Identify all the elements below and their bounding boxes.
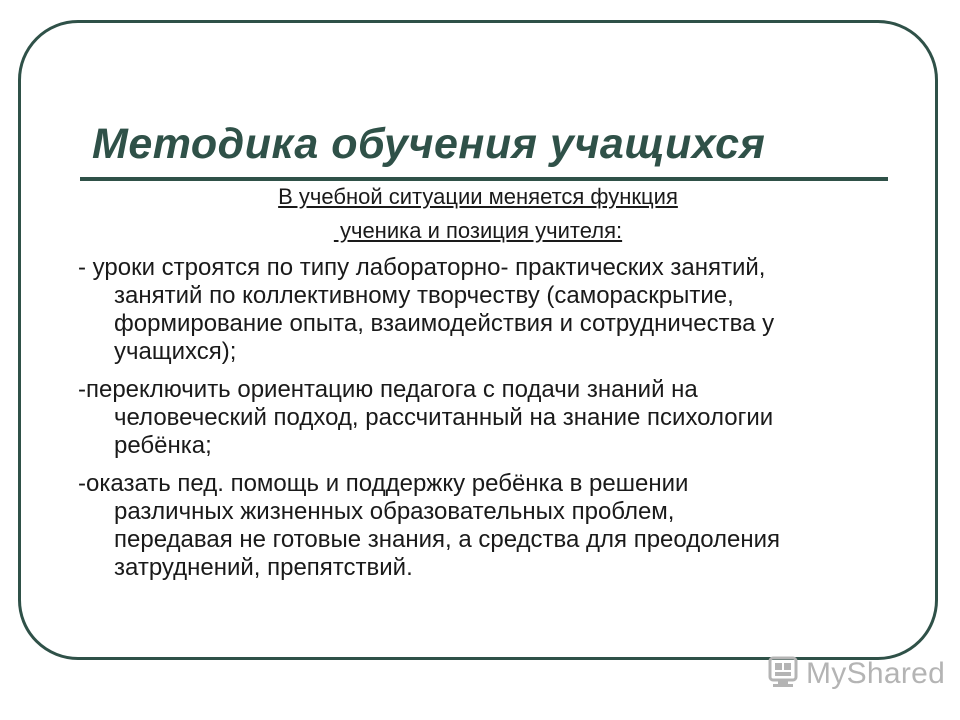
list-item	[78, 254, 878, 366]
watermark-text: MyShared	[806, 657, 946, 690]
list-item-line: затруднений, препятствий.	[114, 554, 413, 581]
list-item-line: различных жизненных образовательных проблем,	[114, 498, 675, 525]
title-underline-rule	[80, 177, 888, 181]
list-item-line: - уроки строятся по типу лабораторно- практических занятий,	[78, 254, 766, 281]
body-list	[78, 254, 878, 592]
list-item-line: занятий по коллективному творчеству (самораскрытие,	[114, 282, 734, 309]
myshared-logo-icon	[766, 654, 800, 695]
list-item-line: человеческий подход, рассчитанный на знание психологии	[114, 404, 774, 431]
watermark[interactable]	[766, 654, 945, 694]
subtitle-line-1: В учебной ситуации меняется функция	[278, 184, 678, 209]
subtitle-line-2: ученика и позиция учителя:	[333, 218, 623, 243]
list-item-line: ребёнка;	[114, 432, 212, 459]
list-item	[78, 470, 878, 582]
list-item-line: -оказать пед. помощь и поддержку ребёнка в решении	[78, 470, 689, 497]
list-item-line: формирование опыта, взаимодействия и сотрудничества у	[114, 310, 775, 337]
list-item-line: -переключить ориентацию педагога с подачи знаний на	[78, 376, 698, 403]
list-item-line: учащихся);	[114, 338, 237, 365]
slide-title: Методика обучения учащихся	[92, 120, 766, 168]
list-item	[78, 376, 878, 460]
list-item-line: передавая не готовые знания, а средства для преодоления	[114, 526, 781, 553]
